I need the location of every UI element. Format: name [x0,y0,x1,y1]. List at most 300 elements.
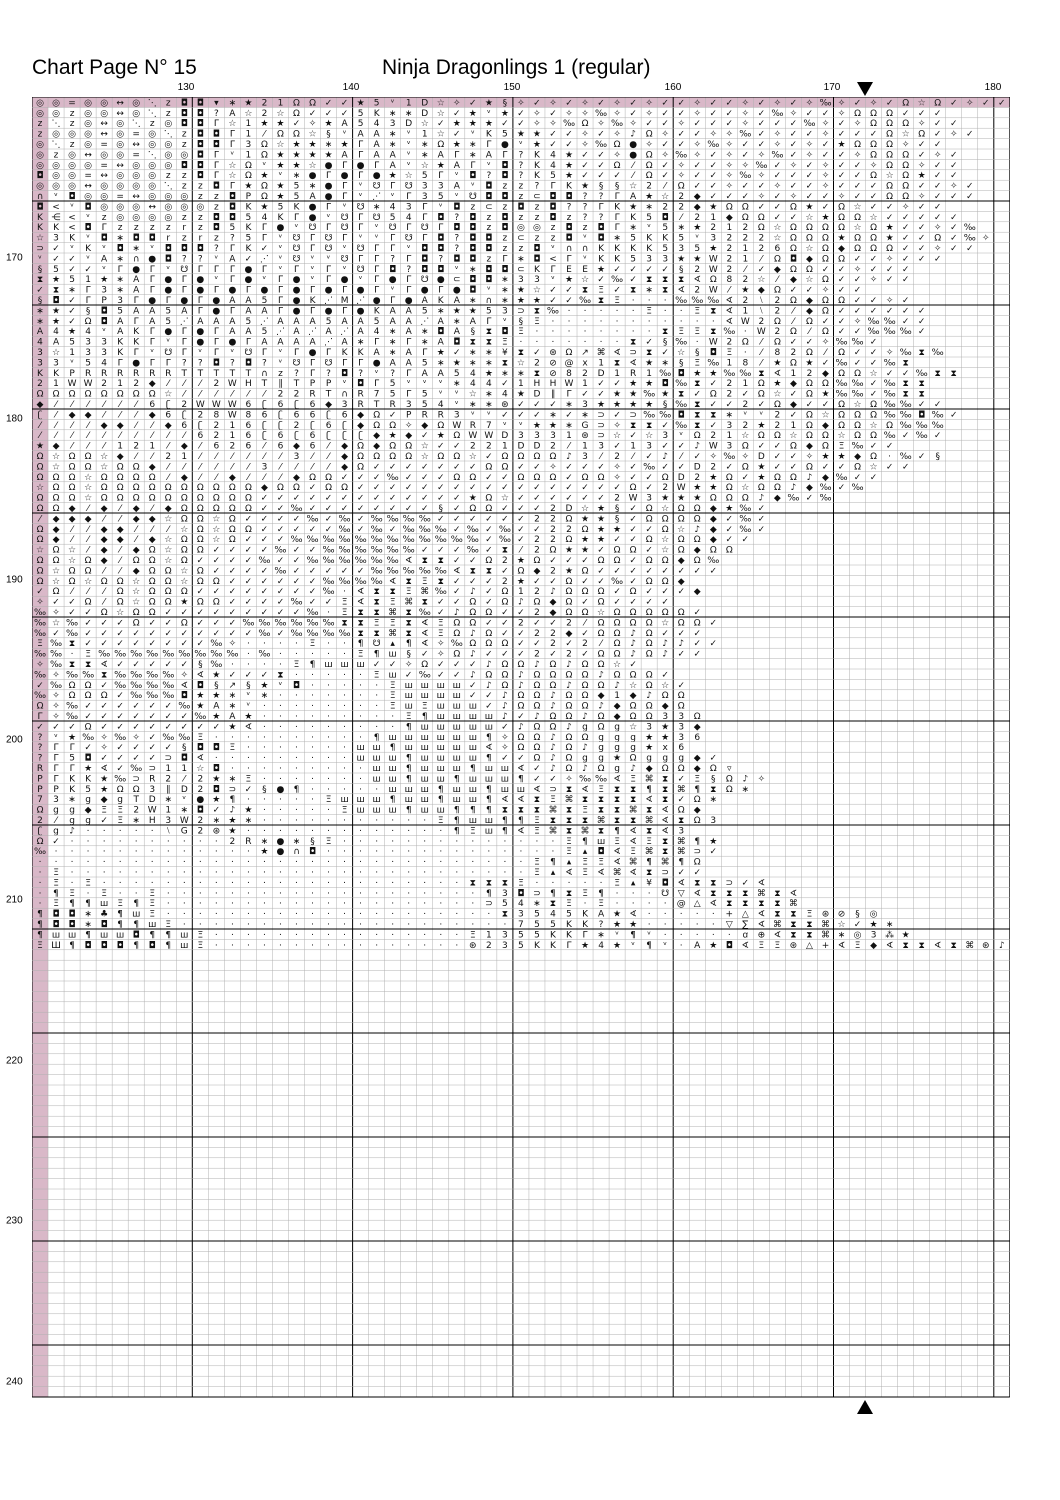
stitch-symbol: ∗ [389,130,397,140]
stitch-symbol: ‰ [66,670,78,680]
stitch-symbol: ∗ [677,223,685,233]
stitch-symbol: ‰ [162,681,174,691]
stitch-symbol: Ω [806,317,813,327]
stitch-symbol: Ω [646,161,653,171]
stitch-symbol: · [680,930,683,940]
stitch-symbol: ✓ [501,722,509,732]
stitch-symbol: ✧ [453,98,461,108]
stitch-symbol: Γ [374,265,379,275]
stitch-symbol: ⧗ [726,889,732,899]
stitch-symbol: ∗ [629,223,637,233]
stitch-symbol: Γ [38,712,43,722]
stitch-symbol: ✓ [245,670,253,680]
stitch-symbol: ∗ [485,400,493,410]
stitch-symbol: D [566,504,573,514]
stitch-symbol: ⁄ [53,431,59,441]
stitch-symbol: ⊃ [597,431,605,441]
stitch-symbol: D [533,390,540,400]
stitch-symbol: T [325,390,332,400]
stitch-symbol: < [549,254,557,264]
stitch-symbol: Ω [566,514,573,524]
stitch-symbol: ✓ [533,577,541,587]
stitch-symbol: ✓ [790,98,798,108]
stitch-symbol: ✓ [774,452,782,462]
stitch-symbol: ♪ [502,702,508,712]
stitch-symbol: ✓ [181,629,189,639]
stitch-symbol: ‰ [274,618,286,628]
stitch-symbol: Ω [870,234,877,244]
stitch-symbol: 5 [518,941,524,951]
stitch-symbol: ш [180,941,188,951]
stitch-symbol: ‰ [355,556,367,566]
stitch-symbol: Ω [678,691,685,701]
stitch-symbol: ✓ [389,494,397,504]
stitch-symbol: ∗ [469,348,477,358]
stitch-symbol: ᵛ [455,192,459,202]
stitch-symbol: ✓ [437,546,445,556]
stitch-symbol: ‰ [611,119,623,129]
stitch-symbol: ¶ [502,826,508,836]
stitch-symbol: ✓ [950,192,958,202]
stitch-symbol: · [584,878,587,888]
stitch-symbol: ✧ [710,130,718,140]
stitch-symbol: ⋱ [148,109,157,119]
stitch-symbol: ᵛ [359,275,363,285]
stitch-symbol: ◘ [485,275,492,285]
stitch-symbol: Ξ [342,806,348,816]
stitch-symbol: · [327,650,330,660]
stitch-symbol: W [180,816,189,826]
stitch-symbol: Ξ [406,587,412,597]
stitch-symbol: Ω [790,473,797,483]
stitch-symbol: ✓ [164,639,172,649]
stitch-symbol: ∢ [661,816,669,826]
stitch-symbol: ◘ [389,265,396,275]
stitch-symbol: ✓ [790,150,798,160]
stitch-symbol: · [247,754,250,764]
stitch-symbol: 5 [422,358,428,368]
stitch-symbol: ш [597,837,605,847]
stitch-symbol: ◎ [148,182,156,192]
stitch-symbol: Ω [854,431,861,441]
stitch-symbol: · [439,910,442,920]
stitch-symbol: · [279,795,282,805]
stitch-symbol: ⁄ [165,473,171,483]
stitch-symbol: W [228,410,237,420]
stitch-symbol: ✓ [148,722,156,732]
stitch-symbol: ⁄ [310,452,316,462]
stitch-symbol: K [662,234,669,244]
stitch-symbol: K [614,202,621,212]
stitch-symbol: ◘ [453,254,460,264]
stitch-symbol: § [663,338,668,348]
stitch-symbol: Ω [181,546,188,556]
stitch-symbol: ¶ [117,910,123,920]
stitch-symbol: · [503,858,506,868]
stitch-symbol: · [359,712,362,722]
stitch-symbol: Ξ [839,442,845,452]
stitch-symbol: ✓ [790,130,798,140]
stitch-symbol: Ω [533,702,540,712]
stitch-symbol: z [535,202,540,212]
stitch-symbol: · [247,858,250,868]
stitch-symbol: ✓ [405,483,413,493]
stitch-symbol: · [503,868,506,878]
stitch-symbol: ♪ [582,764,588,774]
stitch-symbol: · [311,785,314,795]
stitch-symbol: ✓ [629,275,637,285]
stitch-symbol: 2 [197,826,203,836]
stitch-symbol: 6 [310,431,316,441]
stitch-symbol: ★ [565,566,573,576]
stitch-symbol: ✧ [934,244,942,254]
stitch-symbol: 8 [775,348,781,358]
stitch-symbol: 2 [662,202,668,212]
stitch-symbol: ◘ [197,140,204,150]
stitch-symbol: 2 [646,182,652,192]
stitch-symbol: Ω [822,379,829,389]
stitch-symbol: ∗ [68,795,76,805]
stitch-symbol: 1 [598,358,604,368]
stitch-symbol: ✓ [565,140,573,150]
stitch-symbol: · [568,306,571,316]
stitch-symbol: · [87,858,90,868]
stitch-symbol: ‰ [835,379,847,389]
stitch-symbol: ◆ [181,473,188,483]
stitch-symbol: ш [405,743,413,753]
stitch-symbol: Ξ [294,660,300,670]
stitch-symbol: ? [182,254,187,264]
stitch-symbol: ✓ [822,150,830,160]
stitch-symbol: Ω [149,390,156,400]
stitch-symbol: ◘ [181,244,188,254]
stitch-symbol: 1 [742,244,748,254]
stitch-symbol: ✓ [613,442,621,452]
stitch-symbol: ☋ [357,244,365,254]
stitch-symbol: ∗ [469,358,477,368]
stitch-symbol: ш [469,816,477,826]
stitch-symbol: · [183,910,186,920]
stitch-symbol: ✓ [325,504,333,514]
stitch-symbol: ✓ [245,535,253,545]
stitch-symbol: Ξ [53,899,59,909]
stitch-symbol: ⁄ [69,525,75,535]
stitch-symbol: Ω [293,483,300,493]
stitch-symbol: ◘ [245,358,252,368]
stitch-symbol: ✓ [710,847,718,857]
stitch-symbol: ☆ [629,722,637,732]
stitch-symbol: ∢ [742,941,750,951]
stitch-symbol: 2 [181,400,187,410]
stitch-symbol: P [69,369,75,379]
stitch-symbol: ☋ [405,234,413,244]
stitch-symbol: ◘ [181,754,188,764]
stitch-symbol: Ω [117,473,124,483]
stitch-symbol: · [279,806,282,816]
stitch-symbol: ᵛ [759,410,763,420]
stitch-symbol: 2 [197,785,203,795]
stitch-symbol: z [54,150,59,160]
stitch-symbol: ◎ [132,182,140,192]
stitch-symbol: ◘ [501,161,508,171]
stitch-symbol: · [279,920,282,930]
stitch-symbol: ✓ [838,462,846,472]
stitch-symbol: z [182,182,187,192]
stitch-symbol: · [407,920,410,930]
stitch-symbol: ⁄ [85,442,91,452]
stitch-symbol: ✓ [597,546,605,556]
stitch-symbol: ⧗ [614,816,620,826]
stitch-symbol: P [326,379,332,389]
stitch-symbol: ◘ [213,182,220,192]
stitch-symbol: · [632,327,635,337]
stitch-symbol: · [359,899,362,909]
stitch-symbol: ⁄ [278,462,284,472]
stitch-symbol: ¶ [598,889,604,899]
stitch-symbol: · [295,868,298,878]
stitch-symbol: ◘ [437,327,444,337]
stitch-symbol: ‰ [884,327,896,337]
stitch-symbol: ◎ [68,182,76,192]
stitch-symbol: ◎ [52,182,60,192]
stitch-symbol: 2 [534,535,540,545]
stitch-symbol: Ω [710,390,717,400]
stitch-symbol: ★ [244,806,252,816]
stitch-symbol: ✓ [838,119,846,129]
stitch-symbol: ✧ [742,161,750,171]
stitch-symbol: ‰ [306,535,318,545]
stitch-symbol: Ω [662,577,669,587]
stitch-symbol: g [614,733,620,743]
stitch-symbol: Ω [694,535,701,545]
stitch-symbol: ∩ [293,847,300,857]
stitch-symbol: ✓ [84,712,92,722]
stitch-symbol: ◎ [116,150,124,160]
stitch-symbol: ⧗ [710,785,716,795]
stitch-symbol: 2 [101,379,107,389]
stitch-symbol: ᵛ [455,265,459,275]
stitch-symbol: ☆ [437,98,445,108]
stitch-symbol: ‰ [258,629,270,639]
stitch-symbol: ✓ [918,452,926,462]
stitch-symbol: ⋱ [148,150,157,160]
stitch-symbol: ✧ [52,608,60,618]
stitch-symbol: ✧ [806,452,814,462]
stitch-symbol: Ω [742,213,749,223]
stitch-symbol: ◘ [501,213,508,223]
stitch-symbol: z [551,234,556,244]
stitch-symbol: ш [389,785,397,795]
stitch-symbol: ⧗ [69,660,75,670]
stitch-symbol: T [132,795,139,805]
stitch-symbol: ☆ [870,369,878,379]
stitch-symbol: Ξ [165,920,171,930]
stitch-symbol: ◆ [165,421,172,431]
stitch-symbol: ✧ [613,109,621,119]
stitch-symbol: · [375,930,378,940]
stitch-symbol: ✓ [918,254,926,264]
stitch-symbol: ✓ [501,754,509,764]
stitch-symbol: Ω [501,598,508,608]
stitch-symbol: ✧ [52,702,60,712]
stitch-symbol: ✓ [453,514,461,524]
stitch-symbol: ◎ [84,119,92,129]
stitch-symbol: Ω [213,483,220,493]
stitch-symbol: R [390,400,396,410]
stitch-symbol: 8 [566,369,572,379]
stitch-symbol: Γ [406,338,411,348]
stitch-symbol: ✓ [661,140,669,150]
stitch-symbol: ● [405,296,413,306]
stitch-symbol: ⁄ [101,442,107,452]
stitch-symbol: · [231,868,234,878]
stitch-symbol: ✓ [774,119,782,129]
stitch-symbol: ✓ [613,410,621,420]
stitch-symbol: Ω [774,483,781,493]
stitch-symbol: @ [677,899,686,909]
stitch-symbol: ✓ [726,462,734,472]
stitch-symbol: · [215,899,218,909]
stitch-symbol: ⁄ [117,504,123,514]
stitch-symbol: Ξ [534,858,540,868]
stitch-symbol: ⌘ [821,930,830,940]
stitch-symbol: · [231,910,234,920]
stitch-symbol: 4 [598,941,604,951]
stitch-symbol: ✓ [453,598,461,608]
stitch-symbol: ● [164,286,172,296]
stitch-symbol: · [263,722,266,732]
stitch-symbol: Ξ [374,618,380,628]
stitch-symbol: A [454,296,461,306]
stitch-symbol: ⁄ [69,421,75,431]
stitch-symbol: ⁄ [69,535,75,545]
stitch-symbol: Ω [550,681,557,691]
stitch-symbol: Ω [886,244,893,254]
stitch-symbol: ✓ [501,119,509,129]
stitch-symbol: H [550,379,557,389]
stitch-symbol: T [197,369,204,379]
stitch-symbol: · [664,306,667,316]
stitch-symbol: ⁄ [182,774,188,784]
stitch-symbol: 1 [614,691,620,701]
stitch-symbol: ¶ [518,816,524,826]
stitch-symbol: ¶ [438,795,444,805]
stitch-symbol: ☆ [84,483,92,493]
stitch-symbol: Ω [117,494,124,504]
stitch-symbol: ◆ [37,400,44,410]
stitch-symbol: Ω [229,494,236,504]
stitch-symbol: ☆ [308,130,316,140]
stitch-symbol: ✧ [774,98,782,108]
stitch-symbol: ⋱ [52,119,61,129]
stitch-symbol: · [391,878,394,888]
stitch-symbol: 3 [646,254,652,264]
stitch-symbol: ⁄ [69,431,75,441]
stitch-symbol: Ω [726,202,733,212]
stitch-symbol: ✓ [742,878,750,888]
stitch-symbol: A [277,338,284,348]
stitch-symbol: Γ [150,275,155,285]
stitch-symbol: ☆ [164,390,172,400]
stitch-symbol: ★ [709,837,717,847]
stitch-symbol: A [694,941,701,951]
stitch-symbol: Ξ [582,858,588,868]
stitch-symbol: ★ [308,150,316,160]
stitch-symbol: ¶ [37,910,43,920]
stitch-symbol: ⋰ [324,296,333,306]
stitch-symbol: Ω [678,514,685,524]
stitch-symbol: ☋ [405,182,413,192]
stitch-symbol: T [213,369,220,379]
stitch-symbol: 3 [454,410,460,420]
stitch-symbol: ◆ [341,452,348,462]
stitch-symbol: ✓ [790,171,798,181]
stitch-symbol: Ω [822,234,829,244]
stitch-symbol: Ξ [534,816,540,826]
stitch-symbol: ◆ [550,608,557,618]
stitch-symbol: Γ [54,774,59,784]
stitch-symbol: A [390,161,397,171]
stitch-symbol: Ω [614,161,621,171]
stitch-symbol: ☋ [389,223,397,233]
stitch-symbol: Γ [615,192,620,202]
stitch-symbol: ✧ [806,140,814,150]
stitch-symbol: Ξ [694,306,700,316]
stitch-symbol: Ξ [101,889,107,899]
stitch-symbol: ‰ [130,650,142,660]
stitch-symbol: Ω [357,462,364,472]
stitch-symbol: ◘ [678,369,685,379]
stitch-symbol: ✧ [902,202,910,212]
row-number: 210 [6,895,23,906]
stitch-symbol: ᵛ [487,410,491,420]
stitch-symbol: Ω [582,691,589,701]
stitch-symbol: ∩ [341,390,348,400]
stitch-symbol: ☆ [854,202,862,212]
stitch-symbol: 5 [422,390,428,400]
stitch-symbol: ⧗ [69,639,75,649]
stitch-symbol: ‰ [659,410,671,420]
stitch-symbol: ? [599,192,604,202]
stitch-symbol: · [247,868,250,878]
stitch-symbol: Γ [326,348,331,358]
stitch-symbol: ◘ [565,223,572,233]
stitch-symbol: ‰ [114,650,126,660]
stitch-symbol: · [664,920,667,930]
stitch-symbol: A [374,140,381,150]
stitch-symbol: Ω [694,618,701,628]
stitch-symbol: ✓ [581,462,589,472]
stitch-symbol: 2 [710,462,716,472]
stitch-symbol: ⧗ [710,306,716,316]
stitch-symbol: ✓ [325,598,333,608]
stitch-symbol: Ω [646,130,653,140]
stitch-symbol: ◆ [53,525,60,535]
stitch-symbol: ш [453,785,461,795]
stitch-symbol: K [117,338,124,348]
stitch-symbol: ¶ [406,754,412,764]
stitch-symbol: A [213,317,220,327]
stitch-symbol: · [295,754,298,764]
stitch-symbol: ⧗ [710,410,716,420]
stitch-symbol: Γ [262,234,267,244]
stitch-symbol: ◆ [101,795,108,805]
stitch-symbol: K [342,348,349,358]
stitch-symbol: ⌘ [404,598,413,608]
stitch-symbol: · [311,795,314,805]
stitch-symbol: ⁄ [214,452,220,462]
stitch-symbol: A [133,286,140,296]
